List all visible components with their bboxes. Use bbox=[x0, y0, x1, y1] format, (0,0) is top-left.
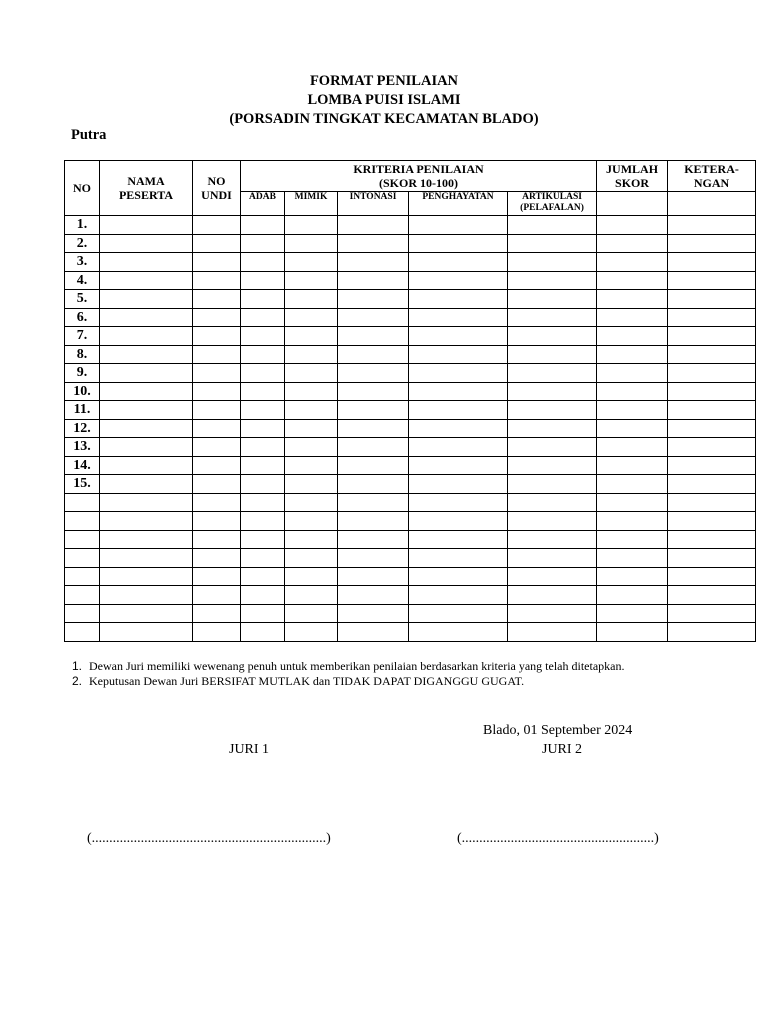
jumlah-skor-cell bbox=[597, 382, 668, 401]
row-number bbox=[65, 567, 100, 586]
mimik-cell bbox=[285, 475, 338, 494]
table-row bbox=[65, 530, 756, 549]
keterangan-cell bbox=[668, 253, 756, 272]
jumlah-skor-cell bbox=[597, 456, 668, 475]
table-row bbox=[65, 382, 756, 401]
nama-peserta-cell bbox=[100, 623, 193, 642]
adab-cell bbox=[241, 456, 285, 475]
row-number: 8. bbox=[65, 345, 100, 364]
row-number bbox=[65, 549, 100, 568]
no-undi-cell bbox=[193, 382, 241, 401]
row-number bbox=[65, 530, 100, 549]
nama-peserta-cell bbox=[100, 308, 193, 327]
adab-cell bbox=[241, 438, 285, 457]
table-row bbox=[65, 290, 756, 309]
no-undi-cell bbox=[193, 345, 241, 364]
juri-1-signature-line: (...................................................................) bbox=[87, 831, 331, 846]
nama-peserta-cell bbox=[100, 567, 193, 586]
nama-peserta-cell bbox=[100, 253, 193, 272]
intonasi-cell bbox=[338, 438, 409, 457]
artikulasi-cell bbox=[508, 604, 597, 623]
mimik-cell bbox=[285, 401, 338, 420]
nama-peserta-cell bbox=[100, 271, 193, 290]
adab-cell bbox=[241, 308, 285, 327]
keterangan-cell bbox=[668, 216, 756, 235]
no-undi-cell bbox=[193, 253, 241, 272]
row-number: 7. bbox=[65, 327, 100, 346]
note-text: Dewan Juri memiliki wewenang penuh untuk memberikan penilaian berdasarkan kriteria yang telah ditetapkan. bbox=[89, 659, 625, 673]
nama-peserta-cell bbox=[100, 401, 193, 420]
intonasi-cell bbox=[338, 290, 409, 309]
mimik-cell bbox=[285, 567, 338, 586]
mimik-cell bbox=[285, 530, 338, 549]
table-row bbox=[65, 438, 756, 457]
keterangan-cell bbox=[668, 438, 756, 457]
penghayatan-cell bbox=[409, 549, 508, 568]
mimik-cell bbox=[285, 364, 338, 383]
row-number: 2. bbox=[65, 234, 100, 253]
adab-cell bbox=[241, 530, 285, 549]
intonasi-cell bbox=[338, 216, 409, 235]
no-undi-cell bbox=[193, 549, 241, 568]
keterangan-cell bbox=[668, 382, 756, 401]
nama-peserta-cell bbox=[100, 419, 193, 438]
adab-cell bbox=[241, 623, 285, 642]
table-row bbox=[65, 475, 756, 494]
adab-cell bbox=[241, 493, 285, 512]
nama-peserta-cell bbox=[100, 586, 193, 605]
intonasi-cell bbox=[338, 586, 409, 605]
criteria-penghayatan: PENGHAYATAN bbox=[409, 192, 508, 216]
keterangan-cell bbox=[668, 327, 756, 346]
category-label: Putra bbox=[71, 127, 107, 143]
criteria-artikulasi: ARTIKULASI (PELAFALAN) bbox=[508, 192, 597, 216]
mimik-cell bbox=[285, 216, 338, 235]
row-number: 10. bbox=[65, 382, 100, 401]
jumlah-skor-cell bbox=[597, 493, 668, 512]
nama-peserta-cell bbox=[100, 456, 193, 475]
jumlah-skor-cell bbox=[597, 401, 668, 420]
document-title bbox=[0, 72, 768, 129]
no-undi-cell bbox=[193, 401, 241, 420]
artikulasi-cell bbox=[508, 567, 597, 586]
jumlah-skor-cell bbox=[597, 549, 668, 568]
title-line-1: FORMAT PENILAIAN bbox=[309, 73, 459, 89]
note-text: Keputusan Dewan Juri BERSIFAT MUTLAK dan TIDAK DAPAT DIGANGGU GUGAT. bbox=[89, 674, 525, 688]
artikulasi-cell bbox=[508, 438, 597, 457]
table-row bbox=[65, 493, 756, 512]
table-row bbox=[65, 345, 756, 364]
row-number bbox=[65, 604, 100, 623]
table-row bbox=[65, 271, 756, 290]
header-keterangan: KETERA- NGAN bbox=[668, 161, 756, 192]
mimik-cell bbox=[285, 327, 338, 346]
artikulasi-cell bbox=[508, 401, 597, 420]
no-undi-cell bbox=[193, 567, 241, 586]
mimik-cell bbox=[285, 438, 338, 457]
no-undi-cell bbox=[193, 419, 241, 438]
penghayatan-cell bbox=[409, 493, 508, 512]
artikulasi-cell bbox=[508, 290, 597, 309]
row-number: 14. bbox=[65, 456, 100, 475]
nama-peserta-cell bbox=[100, 604, 193, 623]
nama-peserta-cell bbox=[100, 512, 193, 531]
intonasi-cell bbox=[338, 271, 409, 290]
adab-cell bbox=[241, 401, 285, 420]
row-number: 3. bbox=[65, 253, 100, 272]
jumlah-skor-cell bbox=[597, 623, 668, 642]
keterangan-sub-cell bbox=[668, 192, 756, 216]
jumlah-skor-cell bbox=[597, 216, 668, 235]
intonasi-cell bbox=[338, 623, 409, 642]
penghayatan-cell bbox=[409, 401, 508, 420]
mimik-cell bbox=[285, 271, 338, 290]
jumlah-skor-cell bbox=[597, 475, 668, 494]
jumlah-skor-cell bbox=[597, 512, 668, 531]
keterangan-cell bbox=[668, 234, 756, 253]
adab-cell bbox=[241, 475, 285, 494]
row-number bbox=[65, 493, 100, 512]
artikulasi-cell bbox=[508, 419, 597, 438]
no-undi-cell bbox=[193, 327, 241, 346]
row-number: 11. bbox=[65, 401, 100, 420]
table-row bbox=[65, 401, 756, 420]
keterangan-cell bbox=[668, 567, 756, 586]
criteria-adab: ADAB bbox=[241, 192, 285, 216]
penghayatan-cell bbox=[409, 419, 508, 438]
penghayatan-cell bbox=[409, 382, 508, 401]
artikulasi-cell bbox=[508, 493, 597, 512]
row-number: 9. bbox=[65, 364, 100, 383]
juri-1-label: JURI 1 bbox=[229, 742, 270, 757]
artikulasi-cell bbox=[508, 549, 597, 568]
adab-cell bbox=[241, 364, 285, 383]
no-undi-cell bbox=[193, 493, 241, 512]
score-table bbox=[64, 160, 756, 642]
penghayatan-cell bbox=[409, 456, 508, 475]
header-no-undi: NO UNDI bbox=[193, 161, 241, 216]
penghayatan-cell bbox=[409, 253, 508, 272]
jumlah-skor-cell bbox=[597, 438, 668, 457]
no-undi-cell bbox=[193, 438, 241, 457]
adab-cell bbox=[241, 234, 285, 253]
artikulasi-cell bbox=[508, 623, 597, 642]
no-undi-cell bbox=[193, 271, 241, 290]
mimik-cell bbox=[285, 512, 338, 531]
keterangan-cell bbox=[668, 493, 756, 512]
intonasi-cell bbox=[338, 475, 409, 494]
keterangan-cell bbox=[668, 308, 756, 327]
mimik-cell bbox=[285, 345, 338, 364]
no-undi-cell bbox=[193, 586, 241, 605]
nama-peserta-cell bbox=[100, 475, 193, 494]
row-number: 5. bbox=[65, 290, 100, 309]
intonasi-cell bbox=[338, 567, 409, 586]
mimik-cell bbox=[285, 604, 338, 623]
penghayatan-cell bbox=[409, 290, 508, 309]
title-line-2: LOMBA PUISI ISLAMI bbox=[307, 92, 461, 108]
table-row bbox=[65, 604, 756, 623]
jumlah-skor-cell bbox=[597, 419, 668, 438]
mimik-cell bbox=[285, 419, 338, 438]
table-row bbox=[65, 456, 756, 475]
mimik-cell bbox=[285, 493, 338, 512]
no-undi-cell bbox=[193, 308, 241, 327]
keterangan-cell bbox=[668, 345, 756, 364]
artikulasi-cell bbox=[508, 382, 597, 401]
table-row bbox=[65, 512, 756, 531]
artikulasi-cell bbox=[508, 364, 597, 383]
artikulasi-cell bbox=[508, 253, 597, 272]
mimik-cell bbox=[285, 456, 338, 475]
nama-peserta-cell bbox=[100, 327, 193, 346]
adab-cell bbox=[241, 512, 285, 531]
mimik-cell bbox=[285, 308, 338, 327]
adab-cell bbox=[241, 216, 285, 235]
adab-cell bbox=[241, 290, 285, 309]
nama-peserta-cell bbox=[100, 438, 193, 457]
mimik-cell bbox=[285, 586, 338, 605]
no-undi-cell bbox=[193, 512, 241, 531]
juri-2-label: JURI 2 bbox=[542, 742, 583, 757]
penghayatan-cell bbox=[409, 438, 508, 457]
no-undi-cell bbox=[193, 456, 241, 475]
adab-cell bbox=[241, 567, 285, 586]
penghayatan-cell bbox=[409, 216, 508, 235]
table-row bbox=[65, 364, 756, 383]
row-number bbox=[65, 512, 100, 531]
artikulasi-cell bbox=[508, 308, 597, 327]
row-number: 13. bbox=[65, 438, 100, 457]
no-undi-cell bbox=[193, 623, 241, 642]
no-undi-cell bbox=[193, 604, 241, 623]
artikulasi-cell bbox=[508, 512, 597, 531]
adab-cell bbox=[241, 604, 285, 623]
keterangan-cell bbox=[668, 290, 756, 309]
place-date: Blado, 01 September 2024 bbox=[483, 723, 633, 738]
juri-2-signature-line: (.......................................................) bbox=[457, 831, 659, 846]
jumlah-skor-cell bbox=[597, 604, 668, 623]
jumlah-skor-cell bbox=[597, 345, 668, 364]
jumlah-skor-sub-cell bbox=[597, 192, 668, 216]
intonasi-cell bbox=[338, 401, 409, 420]
penghayatan-cell bbox=[409, 327, 508, 346]
penghayatan-cell bbox=[409, 234, 508, 253]
penghayatan-cell bbox=[409, 475, 508, 494]
adab-cell bbox=[241, 345, 285, 364]
artikulasi-cell bbox=[508, 327, 597, 346]
table-row bbox=[65, 234, 756, 253]
keterangan-cell bbox=[668, 456, 756, 475]
intonasi-cell bbox=[338, 512, 409, 531]
artikulasi-cell bbox=[508, 234, 597, 253]
row-number bbox=[65, 586, 100, 605]
intonasi-cell bbox=[338, 253, 409, 272]
jumlah-skor-cell bbox=[597, 567, 668, 586]
nama-peserta-cell bbox=[100, 364, 193, 383]
table-row bbox=[65, 567, 756, 586]
adab-cell bbox=[241, 327, 285, 346]
artikulasi-cell bbox=[508, 345, 597, 364]
keterangan-cell bbox=[668, 475, 756, 494]
table-row bbox=[65, 308, 756, 327]
nama-peserta-cell bbox=[100, 530, 193, 549]
keterangan-cell bbox=[668, 623, 756, 642]
artikulasi-cell bbox=[508, 475, 597, 494]
keterangan-cell bbox=[668, 586, 756, 605]
artikulasi-cell bbox=[508, 271, 597, 290]
note-item bbox=[72, 659, 732, 674]
keterangan-cell bbox=[668, 271, 756, 290]
intonasi-cell bbox=[338, 530, 409, 549]
table-row bbox=[65, 253, 756, 272]
row-number: 4. bbox=[65, 271, 100, 290]
table-row bbox=[65, 419, 756, 438]
table-row bbox=[65, 327, 756, 346]
intonasi-cell bbox=[338, 456, 409, 475]
jumlah-skor-cell bbox=[597, 308, 668, 327]
intonasi-cell bbox=[338, 345, 409, 364]
table-row bbox=[65, 549, 756, 568]
keterangan-cell bbox=[668, 512, 756, 531]
intonasi-cell bbox=[338, 234, 409, 253]
mimik-cell bbox=[285, 623, 338, 642]
jumlah-skor-cell bbox=[597, 271, 668, 290]
table-row bbox=[65, 623, 756, 642]
jumlah-skor-cell bbox=[597, 290, 668, 309]
penghayatan-cell bbox=[409, 567, 508, 586]
penghayatan-cell bbox=[409, 271, 508, 290]
header-jumlah-skor: JUMLAH SKOR bbox=[597, 161, 668, 192]
nama-peserta-cell bbox=[100, 345, 193, 364]
no-undi-cell bbox=[193, 234, 241, 253]
intonasi-cell bbox=[338, 364, 409, 383]
note-number: 2. bbox=[72, 674, 83, 688]
keterangan-cell bbox=[668, 549, 756, 568]
adab-cell bbox=[241, 549, 285, 568]
intonasi-cell bbox=[338, 493, 409, 512]
intonasi-cell bbox=[338, 549, 409, 568]
nama-peserta-cell bbox=[100, 290, 193, 309]
no-undi-cell bbox=[193, 290, 241, 309]
intonasi-cell bbox=[338, 382, 409, 401]
criteria-intonasi: INTONASI bbox=[338, 192, 409, 216]
no-undi-cell bbox=[193, 216, 241, 235]
header-kriteria-penilaian: KRITERIA PENILAIAN (SKOR 10-100) bbox=[241, 161, 597, 192]
jumlah-skor-cell bbox=[597, 586, 668, 605]
mimik-cell bbox=[285, 253, 338, 272]
nama-peserta-cell bbox=[100, 493, 193, 512]
keterangan-cell bbox=[668, 604, 756, 623]
intonasi-cell bbox=[338, 419, 409, 438]
note-item bbox=[72, 674, 732, 689]
jumlah-skor-cell bbox=[597, 327, 668, 346]
intonasi-cell bbox=[338, 604, 409, 623]
score-table-body bbox=[65, 216, 756, 642]
penghayatan-cell bbox=[409, 623, 508, 642]
keterangan-cell bbox=[668, 530, 756, 549]
row-number: 1. bbox=[65, 216, 100, 235]
row-number: 15. bbox=[65, 475, 100, 494]
row-number bbox=[65, 623, 100, 642]
criteria-mimik: MIMIK bbox=[285, 192, 338, 216]
note-number: 1. bbox=[72, 659, 83, 673]
penghayatan-cell bbox=[409, 345, 508, 364]
jumlah-skor-cell bbox=[597, 253, 668, 272]
keterangan-cell bbox=[668, 364, 756, 383]
table-row bbox=[65, 216, 756, 235]
adab-cell bbox=[241, 271, 285, 290]
mimik-cell bbox=[285, 234, 338, 253]
artikulasi-cell bbox=[508, 586, 597, 605]
no-undi-cell bbox=[193, 475, 241, 494]
header-nama-peserta: NAMA PESERTA bbox=[100, 161, 193, 216]
artikulasi-cell bbox=[508, 456, 597, 475]
header-no: NO bbox=[65, 161, 100, 216]
intonasi-cell bbox=[338, 308, 409, 327]
nama-peserta-cell bbox=[100, 234, 193, 253]
nama-peserta-cell bbox=[100, 549, 193, 568]
jumlah-skor-cell bbox=[597, 364, 668, 383]
mimik-cell bbox=[285, 290, 338, 309]
notes-list bbox=[72, 659, 732, 689]
nama-peserta-cell bbox=[100, 216, 193, 235]
no-undi-cell bbox=[193, 530, 241, 549]
mimik-cell bbox=[285, 549, 338, 568]
keterangan-cell bbox=[668, 419, 756, 438]
penghayatan-cell bbox=[409, 364, 508, 383]
adab-cell bbox=[241, 419, 285, 438]
adab-cell bbox=[241, 253, 285, 272]
penghayatan-cell bbox=[409, 530, 508, 549]
jumlah-skor-cell bbox=[597, 530, 668, 549]
no-undi-cell bbox=[193, 364, 241, 383]
artikulasi-cell bbox=[508, 530, 597, 549]
title-line-3: (PORSADIN TINGKAT KECAMATAN BLADO) bbox=[229, 111, 539, 127]
row-number: 12. bbox=[65, 419, 100, 438]
penghayatan-cell bbox=[409, 308, 508, 327]
penghayatan-cell bbox=[409, 586, 508, 605]
penghayatan-cell bbox=[409, 604, 508, 623]
mimik-cell bbox=[285, 382, 338, 401]
adab-cell bbox=[241, 382, 285, 401]
row-number: 6. bbox=[65, 308, 100, 327]
artikulasi-cell bbox=[508, 216, 597, 235]
nama-peserta-cell bbox=[100, 382, 193, 401]
penghayatan-cell bbox=[409, 512, 508, 531]
jumlah-skor-cell bbox=[597, 234, 668, 253]
keterangan-cell bbox=[668, 401, 756, 420]
table-row bbox=[65, 586, 756, 605]
intonasi-cell bbox=[338, 327, 409, 346]
adab-cell bbox=[241, 586, 285, 605]
